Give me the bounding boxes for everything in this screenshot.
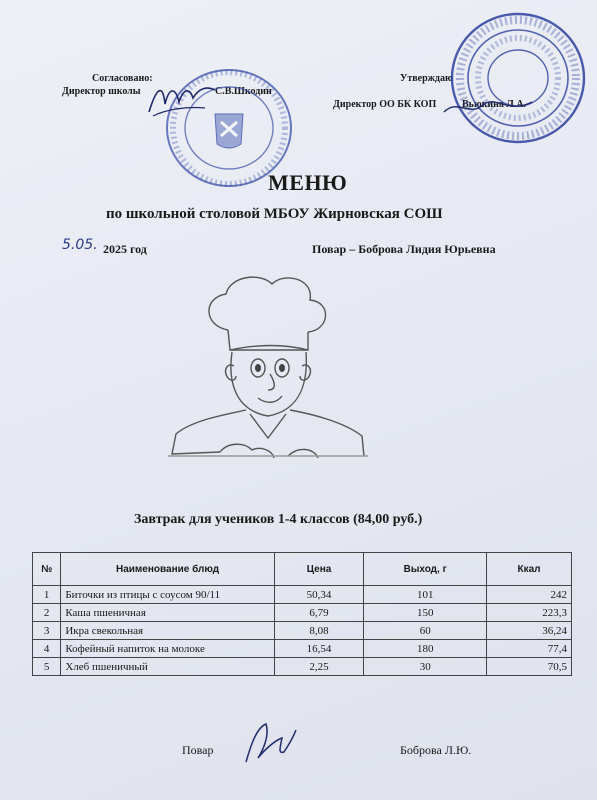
approved-label: Согласовано:: [92, 73, 153, 84]
table-header-row: [33, 553, 572, 586]
row-number: 4: [33, 640, 61, 658]
dish-name: Кофейный напиток на молоке: [61, 640, 274, 658]
col-weight-header: Выход, г: [364, 553, 487, 586]
dish-price: 50,34: [274, 586, 364, 604]
row-number: 2: [33, 604, 61, 622]
dish-price: 8,08: [274, 622, 364, 640]
col-kcal-header: Ккал: [487, 553, 572, 586]
approve-label: Утверждаю: [400, 73, 453, 84]
table-row: [33, 622, 572, 640]
year-label: 2025 год: [103, 242, 147, 256]
dish-weight: 150: [364, 604, 487, 622]
menu-title: МЕНЮ: [268, 170, 348, 195]
handwritten-date: 5.05.: [62, 237, 98, 253]
cook-line: Повар – Боброва Лидия Юрьевна: [312, 242, 496, 256]
dish-kcal: 223,3: [487, 604, 572, 622]
school-director-name: С.В.Шкодин: [215, 86, 272, 97]
dish-kcal: 36,24: [487, 622, 572, 640]
menu-subtitle: по школьной столовой МБОУ Жирновская СОШ: [106, 206, 443, 222]
dish-weight: 180: [364, 640, 487, 658]
col-dish-header: Наименование блюд: [61, 553, 274, 586]
dish-name: Каша пшеничная: [61, 604, 274, 622]
school-director-label: Директор школы: [62, 86, 141, 97]
dish-price: 2,25: [274, 658, 364, 676]
meal-title: Завтрак для учеников 1-4 классов (84,00 руб.): [134, 512, 423, 527]
dish-kcal: 70,5: [487, 658, 572, 676]
dish-kcal: 77,4: [487, 640, 572, 658]
dish-name: Хлеб пшеничный: [61, 658, 274, 676]
table-row: [33, 640, 572, 658]
dish-weight: 30: [364, 658, 487, 676]
dish-price: 16,54: [274, 640, 364, 658]
row-number: 5: [33, 658, 61, 676]
table-row: [33, 604, 572, 622]
col-number-header: №: [33, 553, 61, 586]
organization-seal-stamp: [448, 10, 588, 146]
table-row: [33, 586, 572, 604]
dish-name: Биточки из птицы с соусом 90/11: [61, 586, 274, 604]
oo-director-label: Директор ОО БК КОП: [333, 99, 437, 110]
table-row: [33, 658, 572, 676]
col-price-header: Цена: [274, 553, 364, 586]
school-director-signature: [145, 76, 225, 118]
cook-signature: [236, 718, 302, 768]
dish-weight: 60: [364, 622, 487, 640]
menu-table: [32, 552, 572, 676]
oo-director-signature: [440, 92, 536, 122]
dish-weight: 101: [364, 586, 487, 604]
footer-cook-label: Повар: [182, 743, 214, 757]
chef-illustration: [168, 270, 368, 470]
dish-price: 6,79: [274, 604, 364, 622]
oo-director-name: Вьюкина Л.А.: [462, 99, 527, 110]
footer-cook-name: Боброва Л.Ю.: [400, 743, 472, 757]
row-number: 3: [33, 622, 61, 640]
dish-name: Икра свекольная: [61, 622, 274, 640]
dish-kcal: 242: [487, 586, 572, 604]
row-number: 1: [33, 586, 61, 604]
